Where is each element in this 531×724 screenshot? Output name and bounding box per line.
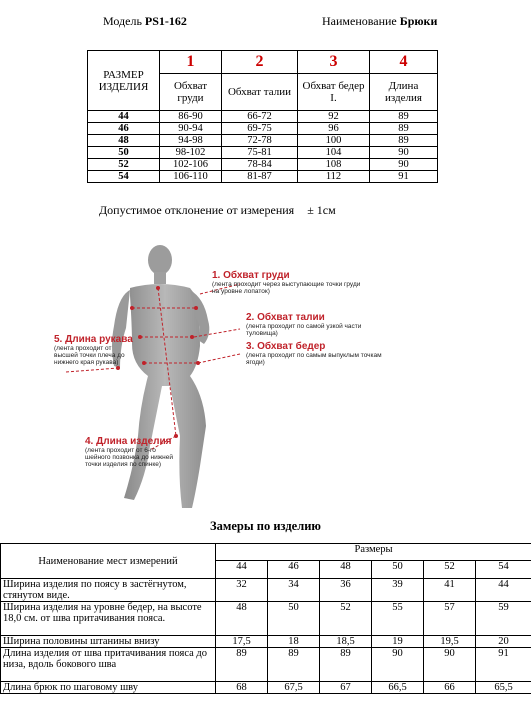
value-cell: 39 [372,579,424,602]
value-cell: 48 [216,602,268,636]
column-label: Длина изделия [370,74,438,111]
value-cell: 104 [298,147,370,159]
measurement-name: Ширина изделия на уровне бедер, на высоте 18,0 см. от шва притачивания пояса. [1,602,216,636]
value-cell: 69-75 [222,123,298,135]
size-header: 52 [424,561,476,579]
column-label: Обхват талии [222,74,298,111]
value-cell: 91 [370,171,438,183]
value-cell: 36 [320,579,372,602]
label-desc: (лента проходит по самым выпуклым точкам ягоди) [246,352,382,366]
value-cell: 75-81 [222,147,298,159]
value-cell: 34 [268,579,320,602]
value-cell: 20 [476,636,531,648]
value-cell: 66,5 [372,682,424,694]
size-header: 44 [216,561,268,579]
column-number: 3 [298,51,370,74]
table-row [88,171,438,183]
value-cell: 50 [268,602,320,636]
value-cell: 89 [216,648,268,682]
value-cell: 89 [370,111,438,123]
value-cell: 65,5 [476,682,531,694]
label-desc: (лента проходит по самой узкой части туловища) [246,323,362,337]
value-cell: 19,5 [424,636,476,648]
size-table [87,50,438,183]
value-cell: 89 [268,648,320,682]
label-desc: (лента проходит от высшей точки плеча до нижнего края рукава) [54,345,125,366]
size-cell: 46 [88,123,160,135]
size-cell: 50 [88,147,160,159]
value-cell: 102-106 [160,159,222,171]
table-row [1,648,531,682]
column-number: 2 [222,51,298,74]
value-cell: 89 [370,123,438,135]
value-cell: 67 [320,682,372,694]
measurement-name: Длина изделия от шва притачивания пояса до низа, вдоль бокового шва [1,648,216,682]
value-cell: 108 [298,159,370,171]
value-cell: 19 [372,636,424,648]
value-cell: 41 [424,579,476,602]
value-cell: 92 [298,111,370,123]
value-cell: 81-87 [222,171,298,183]
size-table-corner: РАЗМЕР ИЗДЕЛИЯ [88,51,160,111]
value-cell: 59 [476,602,531,636]
value-cell: 55 [372,602,424,636]
value-cell: 96 [298,123,370,135]
product-name-label: Наименование [322,14,397,28]
column-number: 4 [370,51,438,74]
value-cell: 98-102 [160,147,222,159]
name-header: Наименование мест измерений [1,544,216,579]
value-cell: 66 [424,682,476,694]
measurement-name: Ширина половины штанины внизу [1,636,216,648]
value-cell: 112 [298,171,370,183]
label-title: 1. Обхват груди [212,270,290,281]
value-cell: 86-90 [160,111,222,123]
size-header: 46 [268,561,320,579]
measurement-name: Ширина изделия по поясу в застёгнутом, стянутом виде. [1,579,216,602]
label-sleeve [54,334,134,366]
value-cell: 78-84 [222,159,298,171]
label-length [85,436,175,468]
tolerance-text: Допустимое отклонение от измерения [99,203,295,217]
size-header: 54 [476,561,531,579]
value-cell: 44 [476,579,531,602]
size-cell: 52 [88,159,160,171]
label-title: 5. Длина рукава [54,334,133,345]
label-chest [212,270,362,295]
size-cell: 44 [88,111,160,123]
label-title: 4. Длина изделия [85,436,172,447]
value-cell: 94-98 [160,135,222,147]
value-cell: 66-72 [222,111,298,123]
value-cell: 57 [424,602,476,636]
table-row [88,159,438,171]
value-cell: 90 [424,648,476,682]
table-row [88,147,438,159]
column-label: Обхват бедер I. [298,74,370,111]
label-hips [246,341,386,366]
tolerance-note [99,203,336,218]
label-desc: (лента проходит через выступающие точки груди на уровне лопаток) [212,281,361,295]
label-title: 2. Обхват талии [246,312,325,323]
column-number: 1 [160,51,222,74]
size-cell: 54 [88,171,160,183]
tolerance-value: ± 1см [307,203,336,217]
value-cell: 106-110 [160,171,222,183]
model-value: PS1-162 [144,14,187,28]
product-name-value: Брюки [399,14,438,28]
value-cell: 68 [216,682,268,694]
table-row [1,602,531,636]
size-cell: 48 [88,135,160,147]
label-title: 3. Обхват бедер [246,341,326,352]
product-name-line [322,14,437,29]
value-cell: 72-78 [222,135,298,147]
table-row [1,682,531,694]
model-label: Модель [103,14,142,28]
model-line [103,14,187,29]
size-header: 50 [372,561,424,579]
value-cell: 67,5 [268,682,320,694]
value-cell: 89 [320,648,372,682]
value-cell: 32 [216,579,268,602]
value-cell: 100 [298,135,370,147]
table-row [1,579,531,602]
column-label: Обхват груди [160,74,222,111]
value-cell: 89 [370,135,438,147]
size-header: 48 [320,561,372,579]
value-cell: 91 [476,648,531,682]
value-cell: 90 [370,147,438,159]
value-cell: 18 [268,636,320,648]
measurements-table [0,543,531,694]
table-row [1,636,531,648]
value-cell: 52 [320,602,372,636]
label-waist [246,312,386,337]
measurement-figure [0,236,531,516]
sizes-header: Размеры [216,544,531,561]
value-cell: 18,5 [320,636,372,648]
value-cell: 90 [370,159,438,171]
value-cell: 90 [372,648,424,682]
measurements-title: Замеры по изделию [210,519,321,533]
table-row [88,135,438,147]
label-desc: (лента проходит от 6-го шейного позвонка до нижней точки изделия по спинке) [85,447,173,468]
table-row [88,111,438,123]
value-cell: 90-94 [160,123,222,135]
value-cell: 17,5 [216,636,268,648]
table-row [88,123,438,135]
measurement-name: Длина брюк по шаговому шву [1,682,216,694]
